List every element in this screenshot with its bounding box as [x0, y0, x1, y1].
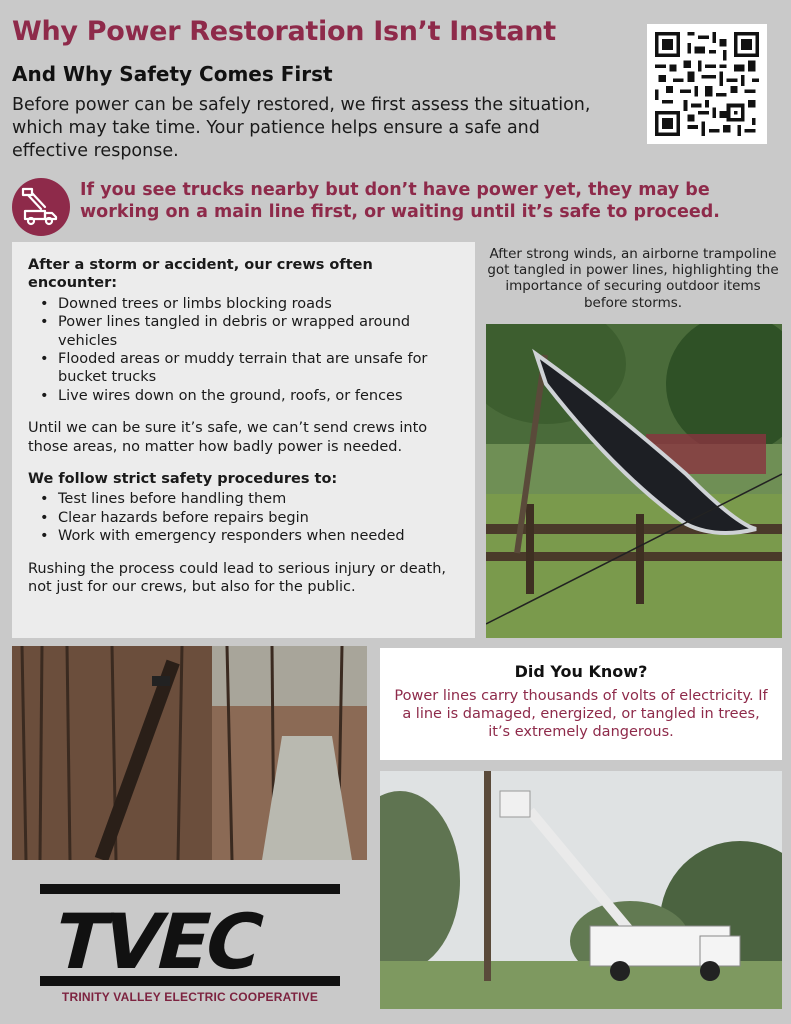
list-item: • Downed trees or limbs blocking roads [28, 295, 459, 313]
page-title: Why Power Restoration Isn’t Instant [12, 16, 556, 47]
page-subtitle: And Why Safety Comes First [12, 62, 333, 86]
safety-info-panel [12, 242, 475, 638]
list-item: • Live wires down on the ground, roofs, or fences [28, 387, 459, 405]
intro-text: Before power can be safely restored, we first assess the situation, which may take time. Your patience helps ensure a safe and effective response. [12, 95, 591, 162]
trampoline-caption: After strong winds, an airborne trampoline got tangled in power lines, highlighting the importance of securing outdoor items before storms. [487, 246, 779, 311]
list-item: • Power lines tangled in debris or wrapped around vehicles [28, 313, 459, 350]
list-item: • Flooded areas or muddy terrain that are unsafe for bucket trucks [28, 350, 459, 387]
qr-code-icon [655, 32, 759, 136]
did-you-know-text: Power lines carry thousands of volts of electricity. If a line is damaged, energized, or tangled in trees, it’s extremely dangerous. [394, 688, 768, 741]
leaning-pole-photo [12, 646, 367, 860]
tvec-wordmark [40, 884, 340, 994]
bucket-truck-badge [12, 178, 70, 236]
qr-code[interactable] [647, 24, 767, 144]
did-you-know-heading: Did You Know? [514, 662, 648, 681]
encounter-heading: After a storm or accident, our crews often encounter: [28, 257, 373, 292]
safety-paragraph: Until we can be sure it’s safe, we can’t send crews into those areas, no matter how badly power is needed. [28, 420, 428, 455]
logo-name: TRINITY VALLEY ELECTRIC COOPERATIVE [61, 990, 319, 1004]
list-item: • Test lines before handling them [28, 490, 459, 508]
warning-paragraph: Rushing the process could lead to serious injury or death, not just for our crews, but also for the public. [28, 560, 447, 596]
encounter-list [28, 295, 459, 405]
procedures-heading: We follow strict safety procedures to: [28, 471, 338, 488]
list-item: • Work with emergency responders when needed [28, 527, 459, 545]
bucket-truck-icon [19, 185, 63, 229]
list-item: • Clear hazards before repairs begin [28, 509, 459, 527]
callout-text: If you see trucks nearby but don’t have power yet, they may be working on a main line first, or waiting until it’s safe to proceed. [80, 180, 720, 222]
logo-wordmark-text: TVEC [44, 898, 269, 987]
procedures-list [28, 490, 459, 545]
bucket-truck-photo [380, 771, 782, 1009]
tvec-logo [40, 884, 340, 1008]
did-you-know-box [380, 648, 782, 760]
trampoline-photo [486, 324, 782, 638]
